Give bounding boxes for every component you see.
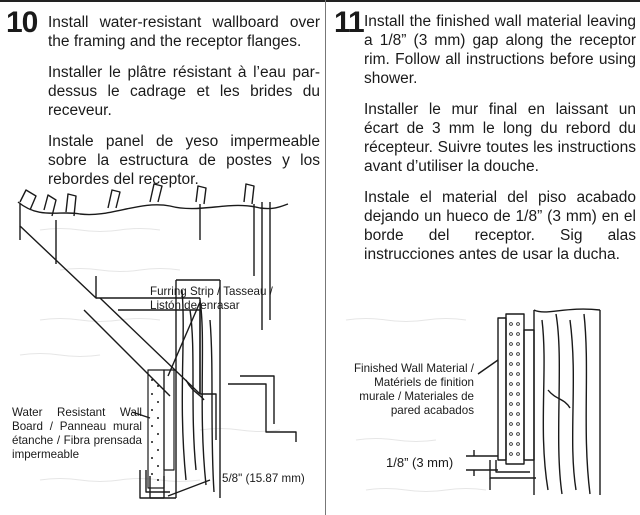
step-11-french: Installer le mur final en laissant un écart de 3 mm le long du rebord du récepteur. Suivre toutes les instructions avant d’utiliser la douche. [364, 101, 636, 175]
gap-dimension-label: 1/8” (3 mm) [386, 455, 454, 470]
step-11-number: 11 [334, 6, 364, 39]
furring-strip-label: Furring Strip / Tasseau / Listón de enrasar [150, 285, 273, 312]
step-11-spanish: Instale el material del piso acabado dejando un hueco de 1/8” (3 mm) en el borde del receptor. Sig alas instrucciones antes de usar la ducha. [364, 189, 636, 263]
top-border [0, 0, 640, 2]
step-10-english: Install water-resistant wallboard over the framing and the receptor flanges. [48, 14, 320, 50]
step-10-text [48, 13, 320, 201]
step-11-text [364, 12, 636, 276]
wallboard-label: Water Resistant Wall Board / Panneau mural étanche / Fibra prensada impermeable [12, 406, 142, 461]
finished-wall-label: Finished Wall Material / Matériels de finition murale / Materiales de pared acabados [353, 362, 474, 417]
step-11-english: Install the finished wall material leaving a 1/8” (3 mm) gap along the receptor rim. Follow all instructions before using shower. [364, 13, 636, 87]
step-10-french: Installer le plâtre résistant à l’eau par-dessus le cadrage et les brides du receveur. [48, 64, 320, 119]
step-10-number: 10 [6, 6, 38, 39]
step-10-spanish: Instale panel de yeso impermeable sobre la estructura de postes y los rebordes del receptor. [48, 133, 320, 188]
wallboard-thickness-label: 5/8" (15.87 mm) [222, 472, 305, 485]
wallboard-framing-illustration [0, 180, 325, 515]
